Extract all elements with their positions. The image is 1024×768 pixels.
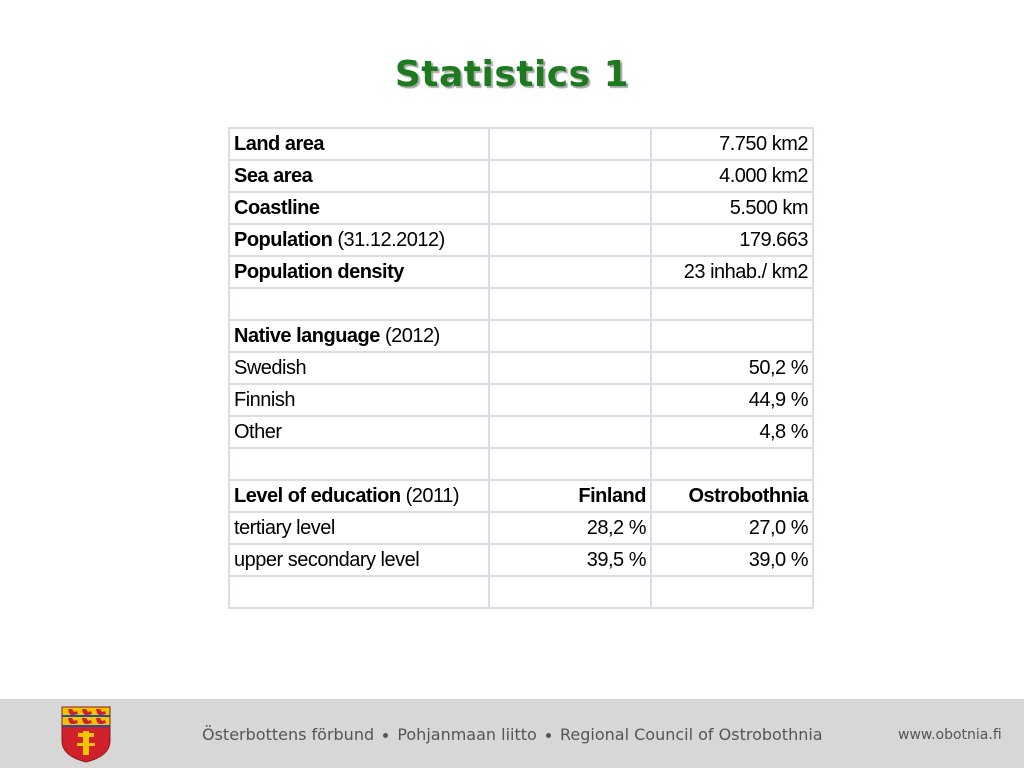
table-row [229,224,813,256]
table-row [229,448,813,480]
separator-dot [546,733,551,738]
finland-value-cell [489,128,651,160]
footer-organization-names [202,725,823,744]
row-label-cell [229,288,489,320]
row-label-cell [229,352,489,384]
table-row [229,160,813,192]
row-label-cell [229,512,489,544]
slide-title: Statistics 1 [394,54,630,95]
row-label-bold: Native language [234,324,380,347]
org-name-english: Regional Council of Ostrobothnia [560,725,823,744]
value-cell: 7.750 km2 [651,128,813,160]
value-cell [651,576,813,608]
value-cell: 39,0 % [651,544,813,576]
finland-value-cell: 39,5 % [489,544,651,576]
column-header-finland: Finland [489,480,651,512]
table-row [229,256,813,288]
finland-value-cell [489,352,651,384]
finland-value-cell: 28,2 % [489,512,651,544]
value-cell: 4,8 % [651,416,813,448]
footer-bar [0,699,1024,768]
value-cell: 50,2 % [651,352,813,384]
finland-value-cell [489,320,651,352]
row-label-text: Other [234,420,282,443]
column-header-ostrobothnia: Ostrobothnia [651,480,813,512]
finland-value-cell [489,416,651,448]
separator-dot [383,733,388,738]
row-label-bold: Population [234,228,333,251]
row-label-cell [229,160,489,192]
value-cell: 23 inhab./ km2 [651,256,813,288]
table-row [229,128,813,160]
finland-value-cell [489,224,651,256]
value-cell: 27,0 % [651,512,813,544]
value-cell [651,288,813,320]
statistics-table [228,127,814,609]
finland-value-cell [489,448,651,480]
table-row [229,320,813,352]
value-cell [651,448,813,480]
row-label-bold: Land area [234,132,324,155]
table-row [229,576,813,608]
finland-value-cell [489,256,651,288]
org-name-swedish: Österbottens förbund [202,725,375,744]
row-label-cell [229,192,489,224]
table-row [229,384,813,416]
finland-value-cell [489,192,651,224]
table-row [229,416,813,448]
table-row [229,288,813,320]
table-row [229,480,813,512]
table-row [229,512,813,544]
row-label-cell [229,320,489,352]
row-label-bold: Level of education [234,484,401,507]
row-label-cell [229,128,489,160]
coat-of-arms-icon [60,705,112,763]
finland-value-cell [489,384,651,416]
row-label-cell [229,480,489,512]
row-label-bold: Sea area [234,164,313,187]
row-label-cell [229,224,489,256]
finland-value-cell [489,576,651,608]
row-label-text: Finnish [234,388,295,411]
value-cell: 179.663 [651,224,813,256]
row-label-cell [229,416,489,448]
row-label-text: (2012) [379,324,440,347]
table-row [229,192,813,224]
row-label-bold: Population density [234,260,404,283]
value-cell: 4.000 km2 [651,160,813,192]
value-cell [651,320,813,352]
row-label-cell [229,384,489,416]
row-label-text: tertiary level [234,516,335,539]
finland-value-cell [489,288,651,320]
table-row [229,352,813,384]
row-label-cell [229,256,489,288]
finland-value-cell [489,160,651,192]
row-label-text: upper secondary level [234,548,420,571]
row-label-text: (2011) [400,484,459,507]
value-cell: 5.500 km [651,192,813,224]
row-label-bold: Coastline [234,196,320,219]
row-label-cell [229,448,489,480]
row-label-cell [229,576,489,608]
table-row [229,544,813,576]
row-label-cell [229,544,489,576]
statistics-table-body [229,128,813,608]
row-label-text: (31.12.2012) [332,228,445,251]
row-label-text: Swedish [234,356,307,379]
org-name-finnish: Pohjanmaan liitto [397,725,537,744]
value-cell: 44,9 % [651,384,813,416]
footer-website-link[interactable]: www.obotnia.fi [898,727,1002,743]
